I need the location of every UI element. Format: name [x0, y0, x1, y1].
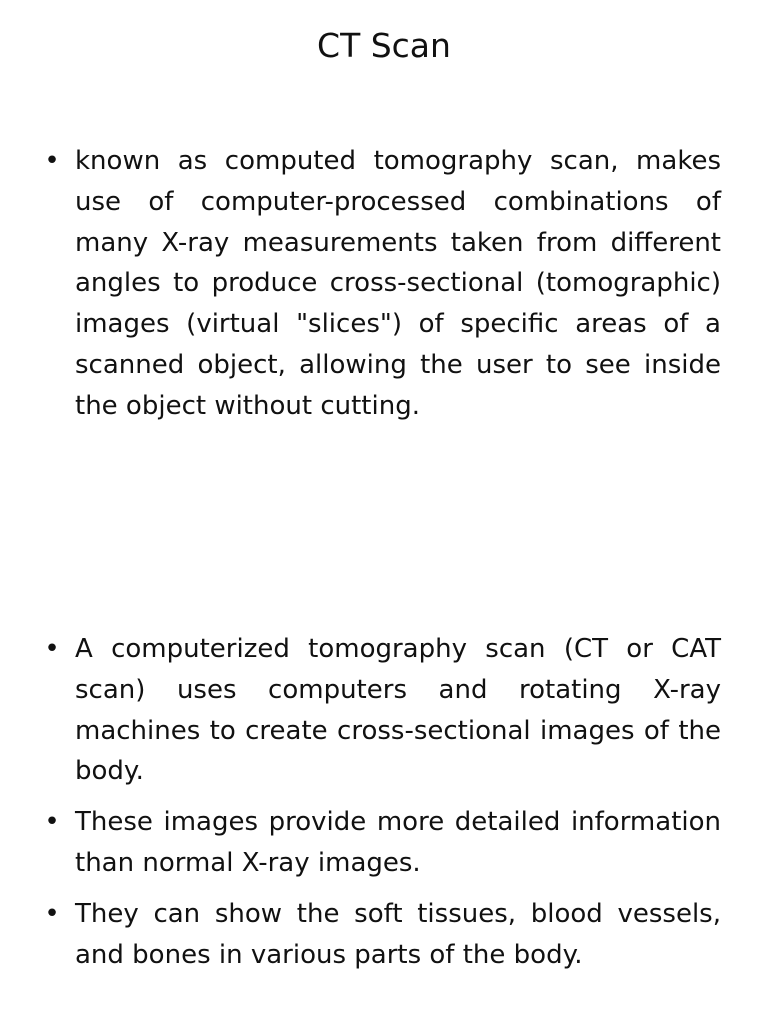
bullet-dot-icon: • [44, 146, 60, 176]
bullet-text: They can show the soft tissues, blood vessels, and bones in various parts of the body. [75, 898, 721, 970]
bullet-item [0, 141, 721, 427]
bullet-text: A computerized tomography scan (CT or CAT scan) uses computers and rotating X-ray machines to create cross-sectional images of the body. [75, 634, 721, 787]
bullet-dot-icon: • [44, 807, 60, 838]
bullet-text: known as computed tomography scan, makes use of computer-processed combinations of many X-ray measurements taken from different angles to produce cross-sectional (tomographic) images (virtual "slices") of specific areas of a scanned object, allowing the user to see inside the object without cutting. [75, 146, 721, 421]
bullet-item [0, 894, 721, 976]
bullet-text: These images provide more detailed information than normal X-ray images. [75, 807, 721, 878]
bullet-list-definition [0, 141, 721, 437]
bullet-list-details [0, 629, 721, 985]
bullet-dot-icon: • [44, 898, 60, 929]
bullet-dot-icon: • [44, 634, 60, 664]
bullet-item [0, 629, 721, 792]
slide-title: CT Scan [317, 26, 451, 65]
bullet-item [0, 802, 721, 884]
